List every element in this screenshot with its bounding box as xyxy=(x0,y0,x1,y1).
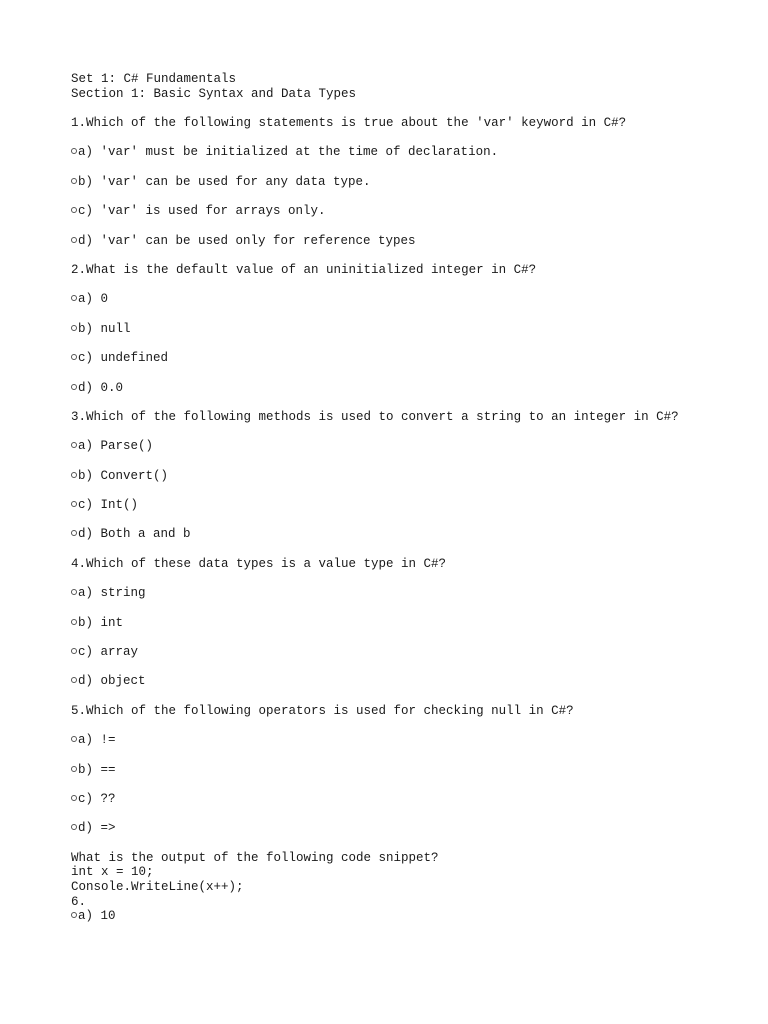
answer-option[interactable] xyxy=(71,175,731,190)
question-3 xyxy=(71,410,731,557)
radio-circle-icon[interactable] xyxy=(71,677,77,683)
option-label: d) 0.0 xyxy=(78,380,124,395)
question-6 xyxy=(71,851,731,924)
option-label: d) 'var' can be used only for reference types xyxy=(78,233,416,248)
answer-option[interactable] xyxy=(71,909,731,924)
radio-circle-icon[interactable] xyxy=(71,295,77,301)
option-label: a) 10 xyxy=(78,909,116,924)
option-label: d) object xyxy=(78,674,146,689)
option-label: b) == xyxy=(78,762,116,777)
answer-option[interactable] xyxy=(71,645,731,660)
radio-circle-icon[interactable] xyxy=(71,178,77,184)
radio-circle-icon[interactable] xyxy=(71,824,77,830)
answer-option[interactable] xyxy=(71,322,731,337)
section-title: Section 1: Basic Syntax and Data Types xyxy=(71,86,357,101)
answer-option[interactable] xyxy=(71,145,731,160)
option-label: c) undefined xyxy=(78,351,169,366)
question-2 xyxy=(71,263,731,410)
answer-option[interactable] xyxy=(71,616,731,631)
radio-circle-icon[interactable] xyxy=(71,207,77,213)
radio-circle-icon[interactable] xyxy=(71,530,77,536)
question-6-number: 6. xyxy=(71,894,87,909)
code-line: Console.WriteLine(x++); xyxy=(71,879,244,894)
radio-circle-icon[interactable] xyxy=(71,648,77,654)
answer-option[interactable] xyxy=(71,674,731,689)
radio-circle-icon[interactable] xyxy=(71,589,77,595)
radio-circle-icon[interactable] xyxy=(71,325,77,331)
answer-option[interactable] xyxy=(71,763,731,778)
question-text: 3.Which of the following methods is used to convert a string to an integer in C#? xyxy=(71,409,679,424)
option-label: b) int xyxy=(78,615,124,630)
question-5 xyxy=(71,704,731,851)
question-4 xyxy=(71,557,731,704)
radio-circle-icon[interactable] xyxy=(71,795,77,801)
option-label: c) Int() xyxy=(78,498,139,513)
radio-circle-icon[interactable] xyxy=(71,442,77,448)
question-text: 5.Which of the following operators is used for checking null in C#? xyxy=(71,703,574,718)
radio-circle-icon[interactable] xyxy=(71,766,77,772)
answer-option[interactable] xyxy=(71,351,731,366)
option-label: a) 0 xyxy=(78,292,109,307)
question-text: 1.Which of the following statements is true about the 'var' keyword in C#? xyxy=(71,115,627,130)
radio-circle-icon[interactable] xyxy=(71,619,77,625)
question-1 xyxy=(71,116,731,263)
answer-option[interactable] xyxy=(71,527,731,542)
answer-option[interactable] xyxy=(71,439,731,454)
answer-option[interactable] xyxy=(71,234,731,249)
option-label: d) Both a and b xyxy=(78,527,191,542)
answer-option[interactable] xyxy=(71,821,731,836)
answer-option[interactable] xyxy=(71,792,731,807)
answer-option[interactable] xyxy=(71,733,731,748)
radio-circle-icon[interactable] xyxy=(71,237,77,243)
radio-circle-icon[interactable] xyxy=(71,472,77,478)
answer-option[interactable] xyxy=(71,292,731,307)
question-text: 2.What is the default value of an uninitialized integer in C#? xyxy=(71,262,537,277)
option-label: a) Parse() xyxy=(78,439,154,454)
option-label: a) string xyxy=(78,586,146,601)
option-label: c) ?? xyxy=(78,791,116,806)
document-page xyxy=(71,72,731,924)
answer-option[interactable] xyxy=(71,498,731,513)
question-text: 4.Which of these data types is a value type in C#? xyxy=(71,556,447,571)
answer-option[interactable] xyxy=(71,381,731,396)
option-label: a) 'var' must be initialized at the time of declaration. xyxy=(78,145,499,160)
radio-circle-icon[interactable] xyxy=(71,354,77,360)
question-list xyxy=(71,116,731,851)
option-label: c) array xyxy=(78,645,139,660)
option-label: c) 'var' is used for arrays only. xyxy=(78,204,326,219)
question-6-prompt: What is the output of the following code snippet? xyxy=(71,850,439,865)
answer-option[interactable] xyxy=(71,204,731,219)
code-line: int x = 10; xyxy=(71,865,154,880)
radio-circle-icon[interactable] xyxy=(71,501,77,507)
option-label: b) null xyxy=(78,321,131,336)
radio-circle-icon[interactable] xyxy=(71,148,77,154)
radio-circle-icon[interactable] xyxy=(71,912,77,918)
set-title: Set 1: C# Fundamentals xyxy=(71,72,237,86)
answer-option[interactable] xyxy=(71,586,731,601)
option-label: b) Convert() xyxy=(78,468,169,483)
radio-circle-icon[interactable] xyxy=(71,384,77,390)
answer-option[interactable] xyxy=(71,469,731,484)
option-label: b) 'var' can be used for any data type. xyxy=(78,174,371,189)
radio-circle-icon[interactable] xyxy=(71,736,77,742)
option-label: a) != xyxy=(78,733,116,748)
option-label: d) => xyxy=(78,821,116,836)
